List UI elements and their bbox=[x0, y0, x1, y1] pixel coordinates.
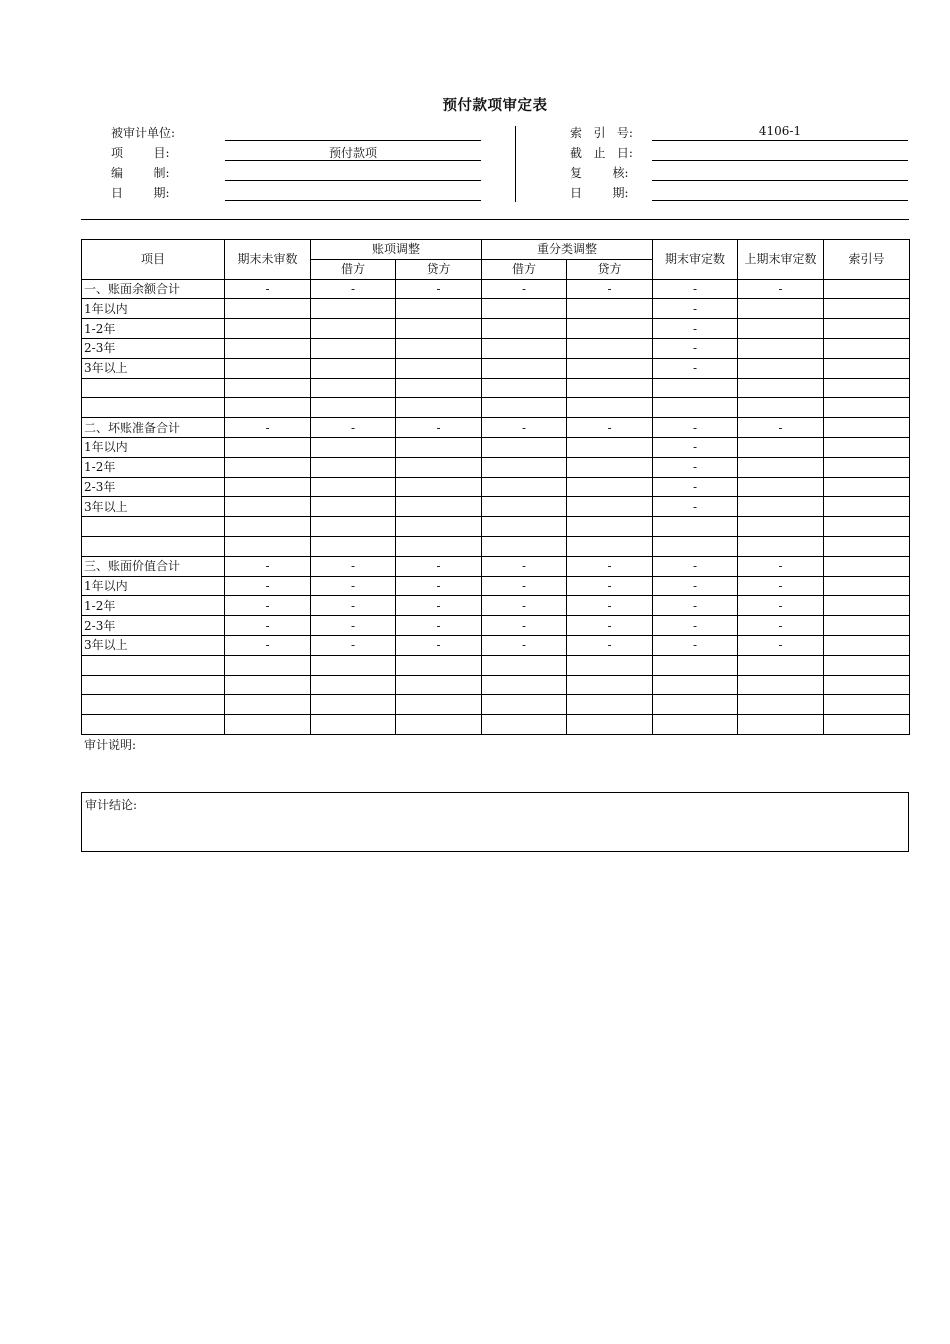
table-row bbox=[82, 457, 910, 477]
value-cell bbox=[567, 457, 653, 477]
value-cell bbox=[738, 695, 824, 715]
value-cell: - bbox=[653, 457, 738, 477]
value-cell bbox=[653, 378, 738, 398]
row-label-cell: 2-3年 bbox=[82, 616, 225, 636]
value-cell bbox=[824, 536, 910, 556]
value-cell bbox=[311, 695, 396, 715]
value-cell bbox=[653, 695, 738, 715]
value-cell bbox=[653, 517, 738, 537]
value-cell: - bbox=[225, 596, 311, 616]
value-cell bbox=[567, 358, 653, 378]
value-cell bbox=[225, 497, 311, 517]
value-cell bbox=[567, 398, 653, 418]
value-cell bbox=[824, 358, 910, 378]
value-cell bbox=[482, 338, 567, 358]
value-cell bbox=[824, 279, 910, 299]
value-cell bbox=[824, 655, 910, 675]
value-cell bbox=[567, 338, 653, 358]
value-cell bbox=[653, 398, 738, 418]
value-cell bbox=[225, 398, 311, 418]
value-cell: - bbox=[396, 556, 482, 576]
value-cell bbox=[311, 319, 396, 339]
preparer-line bbox=[225, 180, 481, 181]
col-reclass-debit-header: 借方 bbox=[482, 259, 567, 279]
value-cell bbox=[482, 675, 567, 695]
value-cell bbox=[567, 477, 653, 497]
value-cell: - bbox=[311, 279, 396, 299]
table-row bbox=[82, 616, 910, 636]
value-cell bbox=[311, 715, 396, 735]
value-cell bbox=[482, 497, 567, 517]
table-row bbox=[82, 497, 910, 517]
item-value: 预付款项 bbox=[328, 146, 377, 160]
table-row bbox=[82, 517, 910, 537]
cutoff-date-line bbox=[652, 160, 908, 161]
index-no-value: 4106-1 bbox=[758, 124, 802, 138]
value-cell bbox=[738, 497, 824, 517]
col-index-header: 索引号 bbox=[824, 240, 910, 280]
value-cell bbox=[225, 536, 311, 556]
row-label-cell bbox=[82, 378, 225, 398]
preparer-label: 编 制: bbox=[111, 166, 170, 180]
value-cell: - bbox=[482, 556, 567, 576]
row-label-cell bbox=[82, 517, 225, 537]
value-cell bbox=[824, 477, 910, 497]
row-label-cell: 二、坏账准备合计 bbox=[82, 418, 225, 438]
value-cell bbox=[567, 517, 653, 537]
row-label-cell bbox=[82, 655, 225, 675]
value-cell bbox=[225, 477, 311, 497]
value-cell bbox=[824, 715, 910, 735]
value-cell bbox=[396, 497, 482, 517]
value-cell: - bbox=[396, 418, 482, 438]
row-label-cell: 一、账面余额合计 bbox=[82, 279, 225, 299]
value-cell bbox=[396, 695, 482, 715]
value-cell: - bbox=[653, 556, 738, 576]
value-cell bbox=[396, 299, 482, 319]
value-cell: - bbox=[567, 635, 653, 655]
value-cell: - bbox=[482, 635, 567, 655]
value-cell bbox=[482, 299, 567, 319]
value-cell bbox=[482, 437, 567, 457]
value-cell bbox=[738, 319, 824, 339]
value-cell bbox=[738, 457, 824, 477]
value-cell bbox=[567, 675, 653, 695]
value-cell bbox=[824, 616, 910, 636]
audit-note-label: 审计说明: bbox=[84, 738, 137, 752]
value-cell: - bbox=[738, 616, 824, 636]
index-no-line bbox=[652, 140, 908, 141]
col-item-header: 项目 bbox=[82, 240, 225, 280]
reviewer-label: 复 核: bbox=[570, 166, 629, 180]
value-cell: - bbox=[311, 616, 396, 636]
value-cell bbox=[396, 715, 482, 735]
value-cell bbox=[225, 715, 311, 735]
value-cell bbox=[824, 319, 910, 339]
value-cell bbox=[225, 378, 311, 398]
value-cell bbox=[824, 299, 910, 319]
table-row bbox=[82, 398, 910, 418]
audit-conclusion-label: 审计结论: bbox=[85, 798, 138, 812]
value-cell bbox=[738, 299, 824, 319]
prep-date-line bbox=[225, 200, 481, 201]
value-cell: - bbox=[653, 299, 738, 319]
value-cell bbox=[396, 655, 482, 675]
value-cell bbox=[311, 517, 396, 537]
value-cell: - bbox=[567, 556, 653, 576]
value-cell bbox=[396, 398, 482, 418]
table-row bbox=[82, 418, 910, 438]
value-cell bbox=[311, 477, 396, 497]
value-cell bbox=[396, 319, 482, 339]
table-row bbox=[82, 715, 910, 735]
value-cell bbox=[824, 675, 910, 695]
value-cell bbox=[567, 715, 653, 735]
value-cell bbox=[225, 675, 311, 695]
header-divider bbox=[515, 126, 516, 202]
reviewer-line bbox=[652, 180, 908, 181]
value-cell bbox=[738, 675, 824, 695]
value-cell bbox=[396, 338, 482, 358]
value-cell: - bbox=[482, 279, 567, 299]
table-row bbox=[82, 299, 910, 319]
value-cell: - bbox=[482, 576, 567, 596]
col-reclass-adjust-header: 重分类调整 bbox=[482, 240, 653, 260]
page-title: 预付款项审定表 bbox=[442, 98, 548, 114]
header-separator bbox=[81, 219, 909, 220]
value-cell: - bbox=[567, 279, 653, 299]
value-cell: - bbox=[653, 576, 738, 596]
value-cell bbox=[824, 398, 910, 418]
value-cell bbox=[824, 635, 910, 655]
value-cell bbox=[824, 517, 910, 537]
value-cell bbox=[311, 497, 396, 517]
row-label-cell: 1年以内 bbox=[82, 576, 225, 596]
value-cell bbox=[824, 556, 910, 576]
value-cell: - bbox=[653, 279, 738, 299]
value-cell bbox=[396, 477, 482, 497]
table-row bbox=[82, 655, 910, 675]
value-cell: - bbox=[225, 418, 311, 438]
table-row bbox=[82, 358, 910, 378]
value-cell bbox=[653, 715, 738, 735]
table-row bbox=[82, 556, 910, 576]
value-cell bbox=[824, 338, 910, 358]
value-cell: - bbox=[311, 576, 396, 596]
table-row bbox=[82, 675, 910, 695]
table-row bbox=[82, 596, 910, 616]
value-cell bbox=[824, 695, 910, 715]
col-adjust-debit-header: 借方 bbox=[311, 259, 396, 279]
value-cell: - bbox=[225, 576, 311, 596]
review-date-label: 日 期: bbox=[570, 186, 629, 200]
value-cell: - bbox=[738, 596, 824, 616]
col-adjust-credit-header: 贷方 bbox=[396, 259, 482, 279]
value-cell bbox=[225, 358, 311, 378]
value-cell bbox=[653, 655, 738, 675]
value-cell bbox=[824, 596, 910, 616]
index-no-label: 索 引 号: bbox=[570, 126, 633, 140]
value-cell bbox=[567, 655, 653, 675]
value-cell bbox=[482, 536, 567, 556]
value-cell: - bbox=[567, 418, 653, 438]
value-cell bbox=[482, 517, 567, 537]
value-cell bbox=[738, 437, 824, 457]
value-cell bbox=[824, 497, 910, 517]
table-row bbox=[82, 319, 910, 339]
row-label-cell bbox=[82, 675, 225, 695]
value-cell bbox=[738, 477, 824, 497]
value-cell: - bbox=[482, 616, 567, 636]
value-cell bbox=[311, 457, 396, 477]
value-cell bbox=[311, 338, 396, 358]
audited-entity-line bbox=[225, 140, 481, 141]
value-cell bbox=[482, 398, 567, 418]
row-label-cell bbox=[82, 398, 225, 418]
value-cell: - bbox=[653, 635, 738, 655]
audited-entity-label: 被审计单位: bbox=[111, 126, 176, 140]
value-cell: - bbox=[738, 556, 824, 576]
col-audited-header: 期末审定数 bbox=[653, 240, 738, 280]
table-row bbox=[82, 576, 910, 596]
col-account-adjust-header: 账项调整 bbox=[311, 240, 482, 260]
value-cell: - bbox=[653, 497, 738, 517]
value-cell bbox=[396, 378, 482, 398]
value-cell bbox=[738, 655, 824, 675]
value-cell: - bbox=[225, 556, 311, 576]
table-row bbox=[82, 378, 910, 398]
value-cell: - bbox=[482, 596, 567, 616]
value-cell bbox=[482, 655, 567, 675]
value-cell bbox=[482, 715, 567, 735]
value-cell: - bbox=[567, 576, 653, 596]
col-reclass-credit-header: 贷方 bbox=[567, 259, 653, 279]
value-cell: - bbox=[396, 596, 482, 616]
value-cell bbox=[482, 319, 567, 339]
row-label-cell: 三、账面价值合计 bbox=[82, 556, 225, 576]
value-cell bbox=[225, 695, 311, 715]
value-cell: - bbox=[396, 616, 482, 636]
row-label-cell bbox=[82, 536, 225, 556]
value-cell bbox=[225, 517, 311, 537]
value-cell bbox=[738, 517, 824, 537]
value-cell: - bbox=[396, 635, 482, 655]
value-cell bbox=[482, 378, 567, 398]
value-cell bbox=[567, 536, 653, 556]
value-cell: - bbox=[225, 616, 311, 636]
value-cell: - bbox=[653, 477, 738, 497]
value-cell bbox=[738, 378, 824, 398]
table-row bbox=[82, 338, 910, 358]
col-unaudited-header: 期末未审数 bbox=[225, 240, 311, 280]
audit-table bbox=[81, 239, 910, 735]
value-cell: - bbox=[396, 279, 482, 299]
value-cell: - bbox=[653, 596, 738, 616]
value-cell: - bbox=[738, 635, 824, 655]
value-cell bbox=[311, 358, 396, 378]
value-cell bbox=[396, 675, 482, 695]
value-cell bbox=[824, 437, 910, 457]
value-cell bbox=[311, 675, 396, 695]
row-label-cell bbox=[82, 695, 225, 715]
value-cell bbox=[225, 299, 311, 319]
value-cell: - bbox=[738, 576, 824, 596]
prep-date-label: 日 期: bbox=[111, 186, 170, 200]
row-label-cell: 3年以上 bbox=[82, 497, 225, 517]
value-cell bbox=[225, 457, 311, 477]
value-cell bbox=[482, 695, 567, 715]
row-label-cell: 3年以上 bbox=[82, 358, 225, 378]
value-cell: - bbox=[311, 556, 396, 576]
row-label-cell: 2-3年 bbox=[82, 338, 225, 358]
cutoff-date-label: 截 止 日: bbox=[570, 146, 633, 160]
value-cell: - bbox=[653, 319, 738, 339]
value-cell bbox=[824, 576, 910, 596]
value-cell bbox=[396, 358, 482, 378]
value-cell bbox=[482, 457, 567, 477]
value-cell bbox=[396, 536, 482, 556]
row-label-cell: 1-2年 bbox=[82, 596, 225, 616]
item-label: 项 目: bbox=[111, 146, 170, 160]
table-row bbox=[82, 437, 910, 457]
value-cell bbox=[567, 378, 653, 398]
row-label-cell: 2-3年 bbox=[82, 477, 225, 497]
value-cell bbox=[311, 655, 396, 675]
value-cell: - bbox=[225, 279, 311, 299]
value-cell: - bbox=[653, 358, 738, 378]
row-label-cell: 1年以内 bbox=[82, 437, 225, 457]
value-cell: - bbox=[311, 596, 396, 616]
value-cell bbox=[567, 437, 653, 457]
value-cell bbox=[824, 378, 910, 398]
value-cell bbox=[738, 536, 824, 556]
value-cell: - bbox=[396, 576, 482, 596]
value-cell bbox=[311, 437, 396, 457]
value-cell bbox=[738, 358, 824, 378]
col-prior-audited-header: 上期末审定数 bbox=[738, 240, 824, 280]
value-cell bbox=[738, 715, 824, 735]
value-cell bbox=[396, 437, 482, 457]
table-body bbox=[82, 279, 910, 734]
value-cell bbox=[738, 338, 824, 358]
table-row bbox=[82, 695, 910, 715]
table-row bbox=[82, 536, 910, 556]
row-label-cell: 3年以上 bbox=[82, 635, 225, 655]
value-cell bbox=[311, 299, 396, 319]
row-label-cell: 1-2年 bbox=[82, 457, 225, 477]
value-cell bbox=[311, 536, 396, 556]
value-cell bbox=[824, 418, 910, 438]
value-cell: - bbox=[567, 596, 653, 616]
value-cell bbox=[824, 457, 910, 477]
value-cell bbox=[225, 319, 311, 339]
value-cell bbox=[567, 319, 653, 339]
value-cell bbox=[482, 358, 567, 378]
row-label-cell: 1-2年 bbox=[82, 319, 225, 339]
value-cell bbox=[311, 378, 396, 398]
value-cell bbox=[567, 299, 653, 319]
value-cell bbox=[225, 437, 311, 457]
value-cell: - bbox=[653, 437, 738, 457]
value-cell: - bbox=[567, 616, 653, 636]
value-cell bbox=[482, 477, 567, 497]
value-cell bbox=[396, 457, 482, 477]
value-cell: - bbox=[225, 635, 311, 655]
value-cell: - bbox=[653, 418, 738, 438]
value-cell bbox=[653, 675, 738, 695]
value-cell: - bbox=[653, 338, 738, 358]
value-cell bbox=[738, 398, 824, 418]
value-cell: - bbox=[653, 616, 738, 636]
value-cell: - bbox=[311, 635, 396, 655]
value-cell bbox=[396, 517, 482, 537]
row-label-cell: 1年以内 bbox=[82, 299, 225, 319]
row-label-cell bbox=[82, 715, 225, 735]
table-row bbox=[82, 279, 910, 299]
value-cell: - bbox=[738, 418, 824, 438]
audit-conclusion-box[interactable] bbox=[81, 792, 909, 852]
review-date-line bbox=[652, 200, 908, 201]
value-cell bbox=[225, 655, 311, 675]
value-cell bbox=[653, 536, 738, 556]
table-row bbox=[82, 477, 910, 497]
value-cell bbox=[567, 695, 653, 715]
table-row bbox=[82, 635, 910, 655]
value-cell bbox=[225, 338, 311, 358]
value-cell: - bbox=[738, 279, 824, 299]
value-cell bbox=[567, 497, 653, 517]
value-cell: - bbox=[482, 418, 567, 438]
value-cell bbox=[311, 398, 396, 418]
value-cell: - bbox=[311, 418, 396, 438]
